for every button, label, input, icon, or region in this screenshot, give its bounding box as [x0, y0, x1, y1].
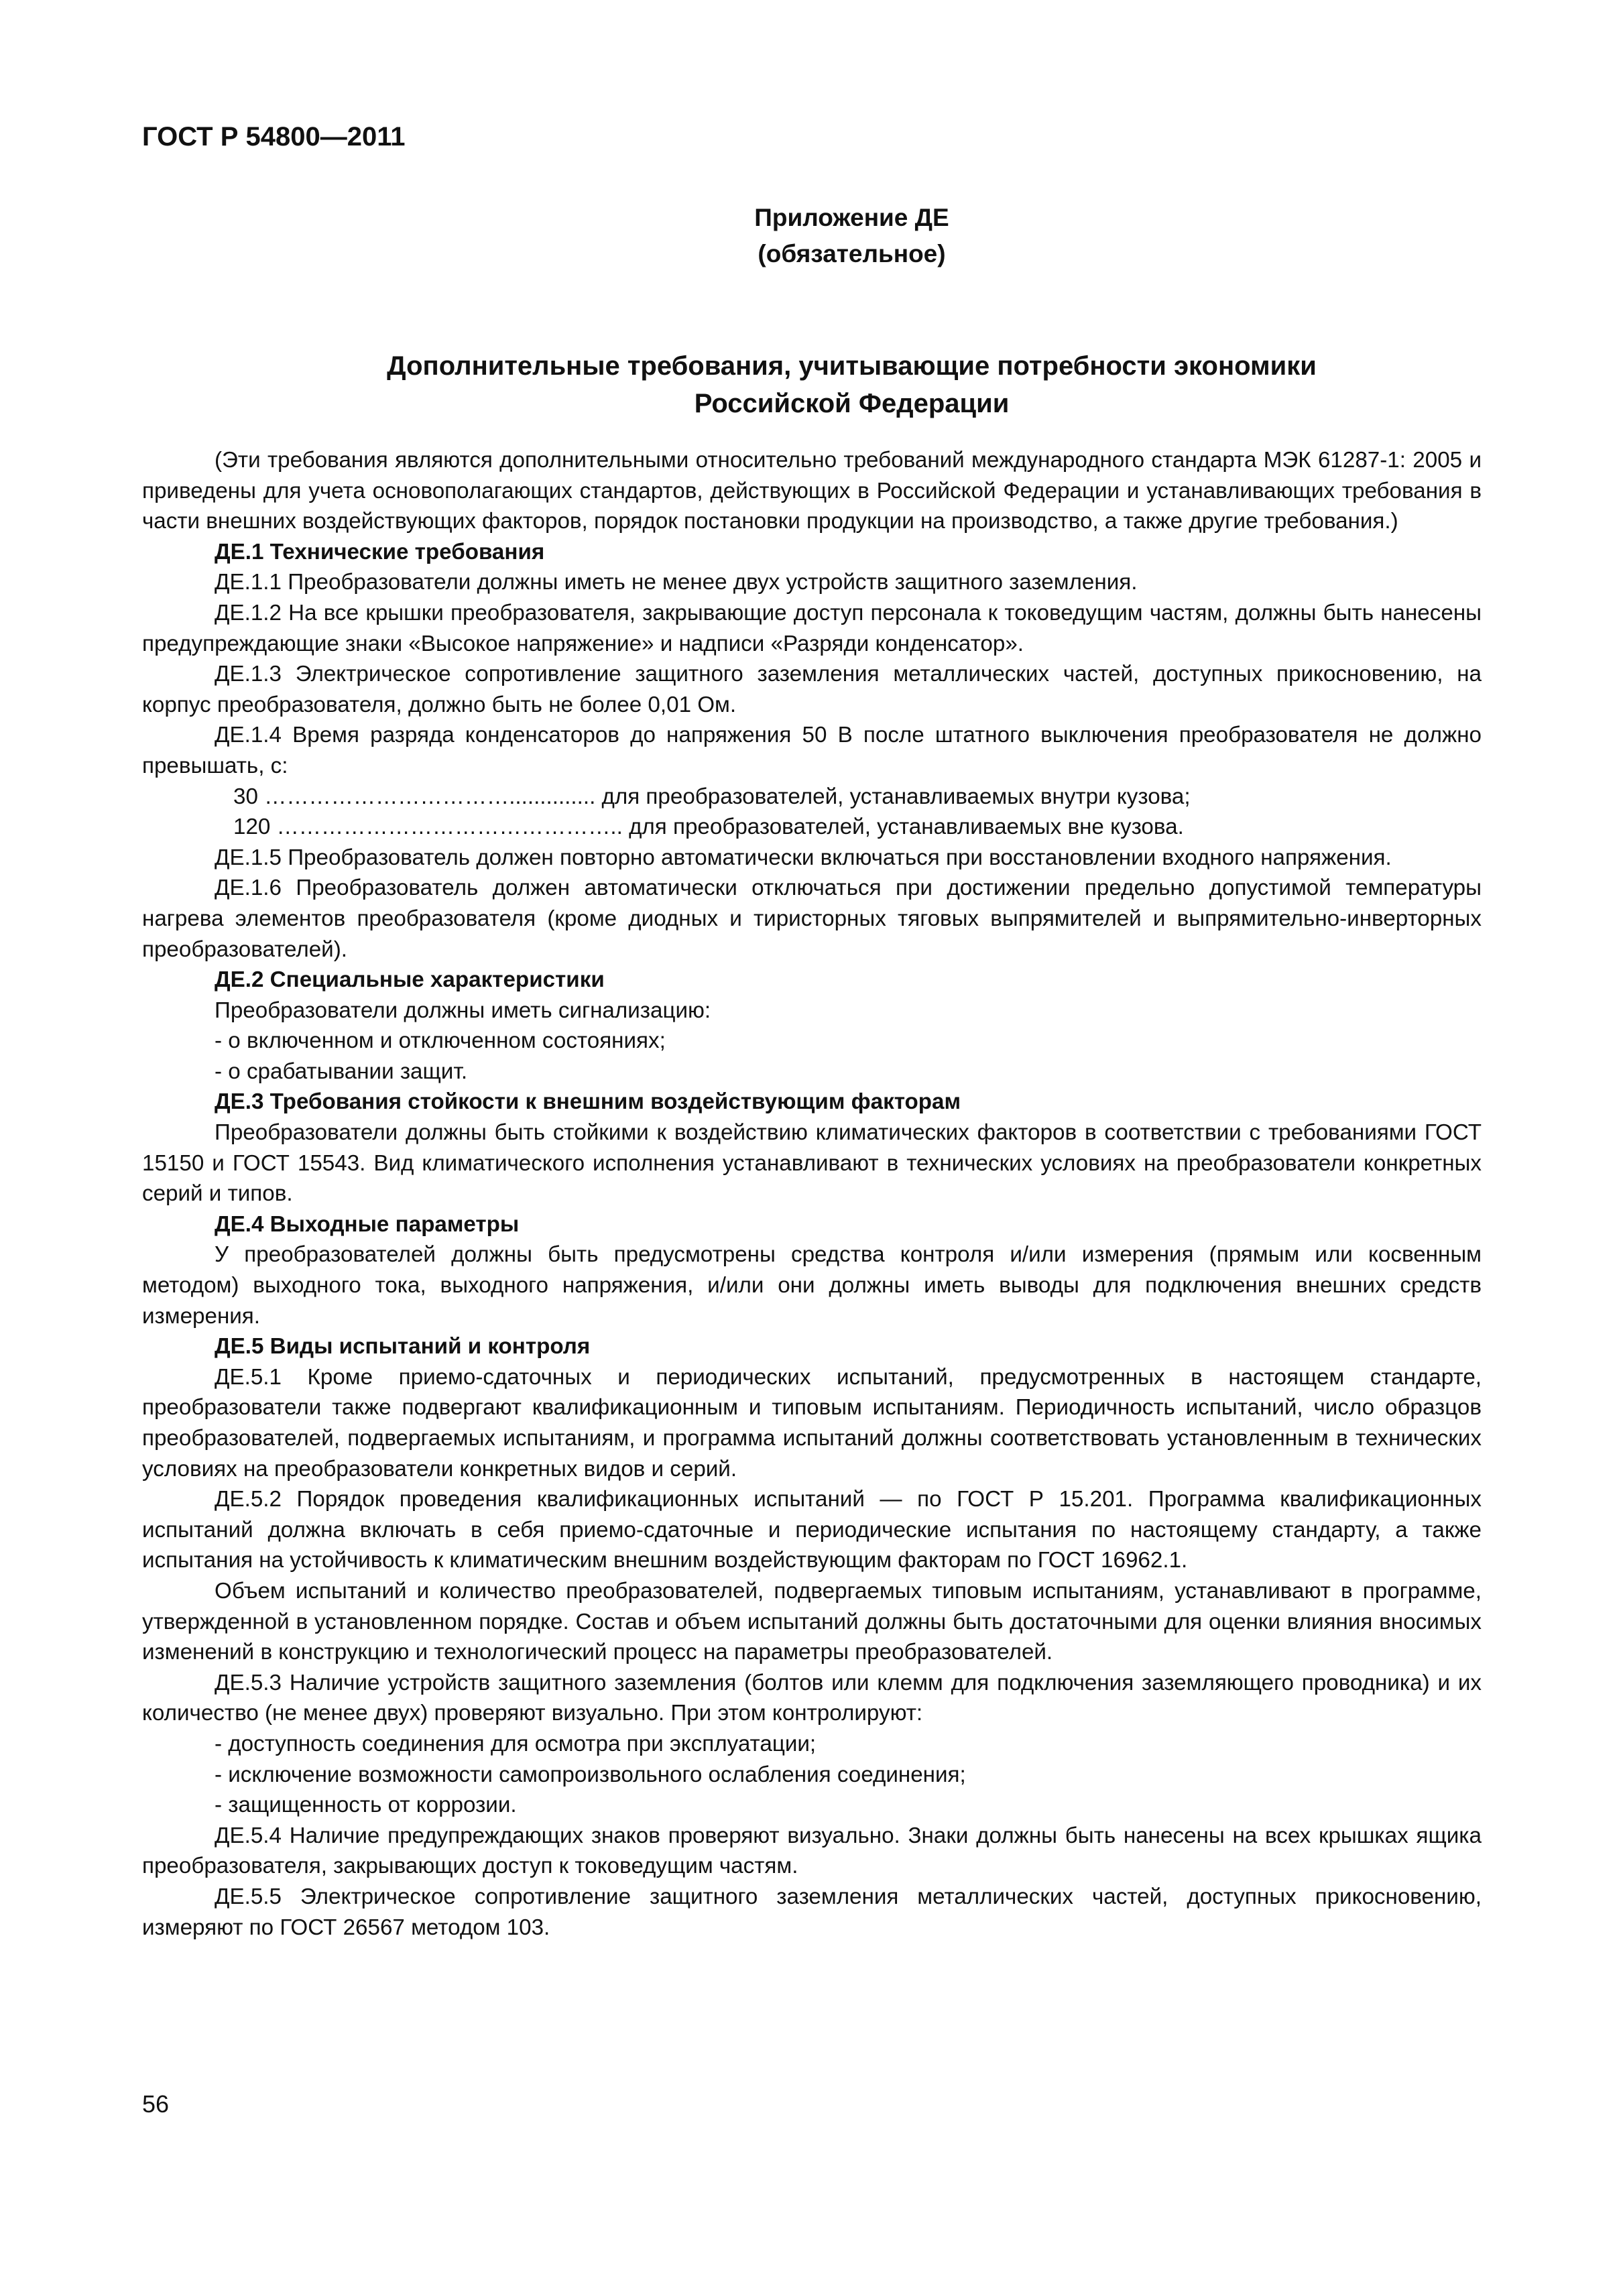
page-number: 56	[142, 2090, 170, 2118]
paragraph: (Эти требования являются дополнительными относительно требований международного стандарта МЭК 61287-1: 2005 и приведены для учета основополагающих стандартов, действующих в Российской Федерации и устанавливающих требования в части внешних воздействующих факторов, порядок постановки продукции на производство, а также другие требования.)	[142, 448, 1482, 534]
list-item: - доступность соединения для осмотра при эксплуатации;	[215, 1731, 817, 1756]
appendix-heading	[0, 200, 1623, 272]
document-body	[142, 445, 1482, 1943]
section-heading: ДЕ.3 Требования стойкости к внешним воздействующим факторам	[215, 1089, 961, 1115]
paragraph: ДЕ.5.2 Порядок проведения квалификационных испытаний — по ГОСТ Р 15.201. Программа квалификационных испытаний должна включать в себя приемо-сдаточные и периодические испытания по настоящему стандарту, а также испытания на устойчивость к климатическим внешним воздействующим факторам по ГОСТ 16962.1.	[142, 1487, 1482, 1573]
appendix-label: Приложение ДЕ	[754, 204, 949, 231]
paragraph: Объем испытаний и количество преобразователей, подвергаемых типовым испытаниям, устанавливают в программе, утвержденной в установленном порядке. Состав и объем испытаний должны быть достаточными для оценки влияния вносимых изменений в конструкцию и технологический процесс на параметры преобразователей.	[142, 1578, 1482, 1665]
list-item: - о включенном и отключенном состояниях;	[215, 1028, 666, 1054]
paragraph: ДЕ.5.1 Кроме приемо-сдаточных и периодических испытаний, предусмотренных в настоящем стандарте, преобразователи также подвергают квалификационным и типовым испытаниям. Периодичность испытаний, число образцов преобразователей, подвергаемых испытаниям, и программа испытаний должны соответствовать установленным в технических условиях на преобразователи конкретных видов и серий.	[142, 1364, 1482, 1482]
list-item: - защищенность от коррозии.	[215, 1793, 517, 1818]
appendix-title	[0, 347, 1623, 422]
paragraph: ДЕ.5.4 Наличие предупреждающих знаков проверяют визуально. Знаки должны быть нанесены на всех крышках ящика преобразователя, закрывающих доступ к токоведущим частям.	[142, 1823, 1482, 1879]
paragraph: ДЕ.1.3 Электрическое сопротивление защитного заземления металлических частей, доступных прикосновению, на корпус преобразователя, должно быть не более 0,01 Ом.	[142, 662, 1482, 717]
title-line-1: Дополнительные требования, учитывающие потребности экономики	[387, 351, 1317, 381]
paragraph: ДЕ.1.6 Преобразователь должен автоматически отключаться при достижении предельно допустимой температуры нагрева элементов преобразователя (кроме диодных и тиристорных тяговых выпрямителей и выпрямительно-инверторных преобразователей).	[142, 875, 1482, 962]
paragraph: ДЕ.5.5 Электрическое сопротивление защитного заземления металлических частей, доступных прикосновению, измеряют по ГОСТ 26567 методом 103.	[142, 1884, 1482, 1940]
list-item: Преобразователи должны иметь сигнализацию:	[215, 998, 711, 1023]
paragraph: У преобразователей должны быть предусмотрены средства контроля и/или измерения (прямым или косвенным методом) выходного тока, выходного напряжения, и/или они должны иметь выводы для подключения внешних средств измерения.	[142, 1242, 1482, 1329]
list-item: - о срабатывании защит.	[215, 1059, 468, 1084]
section-heading: ДЕ.5 Виды испытаний и контроля	[215, 1334, 591, 1360]
paragraph: ДЕ.1.5 Преобразователь должен повторно автоматически включаться при восстановлении входного напряжения.	[215, 845, 1392, 870]
time-row: 120 ……………………………………….. для преобразователей, устанавливаемых вне кузова.	[233, 814, 1184, 840]
paragraph: ДЕ.1.4 Время разряда конденсаторов до напряжения 50 В после штатного выключения преобразователя не должно превышать, с:	[142, 723, 1482, 778]
paragraph: ДЕ.1.1 Преобразователи должны иметь не менее двух устройств защитного заземления.	[215, 570, 1138, 595]
appendix-status: (обязательное)	[758, 240, 946, 267]
list-item: - исключение возможности самопроизвольного ослабления соединения;	[215, 1762, 966, 1787]
paragraph: ДЕ.1.2 На все крышки преобразователя, закрывающие доступ персонала к токоведущим частям, должны быть нанесены предупреждающие знаки «Высокое напряжение» и надписи «Разряди конденсатор».	[142, 600, 1482, 656]
document-code-header: ГОСТ Р 54800—2011	[142, 122, 406, 152]
section-heading: ДЕ.1 Технические требования	[215, 539, 545, 564]
section-heading: ДЕ.4 Выходные параметры	[215, 1211, 520, 1237]
title-line-2: Российской Федерации	[694, 389, 1010, 418]
paragraph: Преобразователи должны быть стойкими к воздействию климатических факторов в соответствии с требованиями ГОСТ 15150 и ГОСТ 15543. Вид климатического исполнения устанавливают в технических условиях на преобразователи конкретных серий и типов.	[142, 1120, 1482, 1207]
time-row: 30 …………………………….............. для преобразователей, устанавливаемых внутри кузова;	[233, 784, 1191, 809]
section-heading: ДЕ.2 Специальные характеристики	[215, 967, 605, 993]
paragraph: ДЕ.5.3 Наличие устройств защитного заземления (болтов или клемм для подключения заземляющего проводника) и их количество (не менее двух) проверяют визуально. При этом контролируют:	[142, 1670, 1482, 1726]
